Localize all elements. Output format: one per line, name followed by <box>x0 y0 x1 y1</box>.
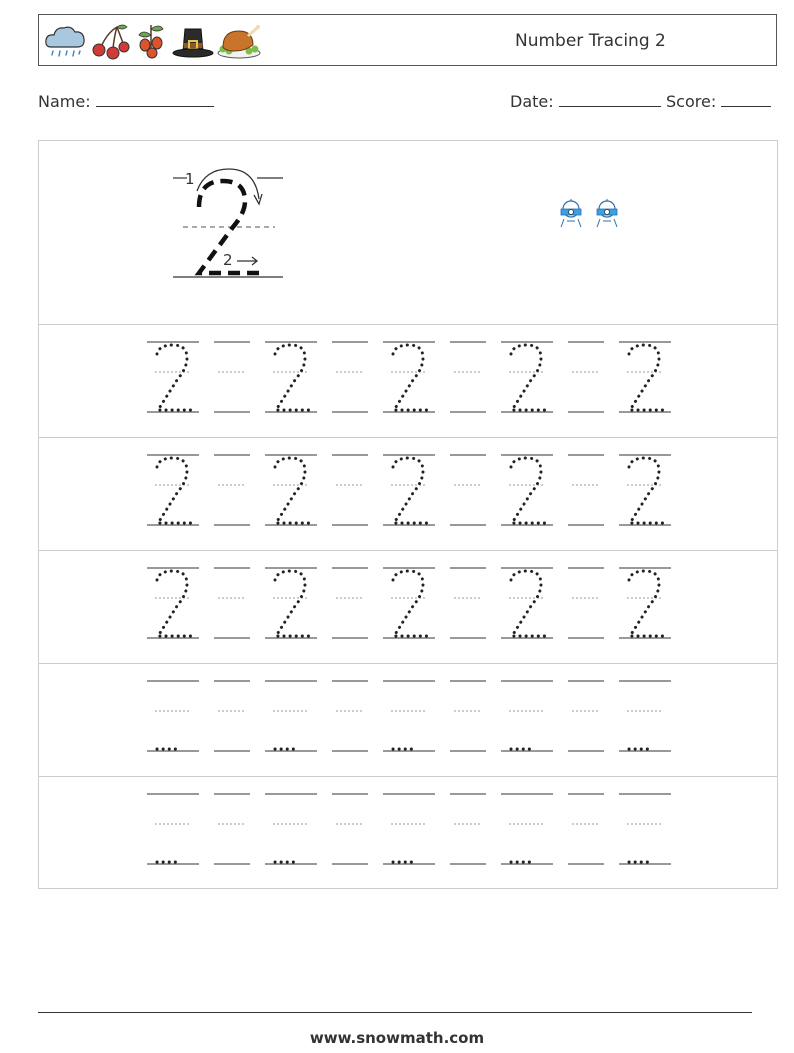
worksheet-header <box>38 14 777 66</box>
stroke-order-diagram <box>39 141 777 324</box>
rain-cloud-icon <box>43 21 87 61</box>
date-field[interactable] <box>510 92 661 111</box>
dotted-digit-2[interactable] <box>275 571 311 636</box>
demo-row <box>39 141 777 324</box>
score-blank[interactable] <box>721 92 771 107</box>
dotted-digit-2[interactable] <box>511 345 547 410</box>
tracing-row-3[interactable] <box>39 550 777 663</box>
practice-row-2[interactable] <box>39 776 777 889</box>
stroke-2-label: 2 <box>223 251 233 269</box>
dotted-digit-2[interactable] <box>275 458 311 523</box>
footer-website[interactable]: www.snowmath.com <box>309 1029 485 1047</box>
header-icon-strip <box>43 19 263 63</box>
worksheet-title: Number Tracing 2 <box>515 31 666 51</box>
rosehip-berries-icon <box>131 21 171 61</box>
robot-icon <box>561 199 581 227</box>
dotted-digit-2[interactable] <box>157 345 193 410</box>
dotted-digit-2[interactable] <box>393 571 429 636</box>
name-blank[interactable] <box>96 92 214 107</box>
dotted-digit-2[interactable] <box>393 458 429 523</box>
footer-divider <box>38 1012 752 1013</box>
dotted-digit-2[interactable] <box>511 571 547 636</box>
dotted-digit-2[interactable] <box>275 345 311 410</box>
pilgrim-hat-icon <box>171 21 215 61</box>
dotted-digit-2[interactable] <box>157 571 193 636</box>
name-field[interactable] <box>38 92 214 111</box>
dotted-digit-2[interactable] <box>629 345 665 410</box>
practice-row-1[interactable] <box>39 663 777 776</box>
dotted-digit-2[interactable] <box>393 345 429 410</box>
dotted-digit-2[interactable] <box>157 458 193 523</box>
tracing-row-1[interactable] <box>39 324 777 437</box>
name-label: Name: <box>38 92 91 111</box>
dotted-digit-2[interactable] <box>629 458 665 523</box>
stroke-1-label: 1 <box>185 170 195 188</box>
score-field[interactable] <box>666 92 771 111</box>
dotted-digit-2[interactable] <box>629 571 665 636</box>
date-label: Date: <box>510 92 554 111</box>
cherries-icon <box>87 21 131 61</box>
robot-icon <box>597 199 617 227</box>
tracing-row-2[interactable] <box>39 437 777 550</box>
roast-turkey-icon <box>215 21 263 61</box>
date-blank[interactable] <box>559 92 661 107</box>
tracing-grid <box>38 140 778 889</box>
dotted-digit-2[interactable] <box>511 458 547 523</box>
score-label: Score: <box>666 92 717 111</box>
